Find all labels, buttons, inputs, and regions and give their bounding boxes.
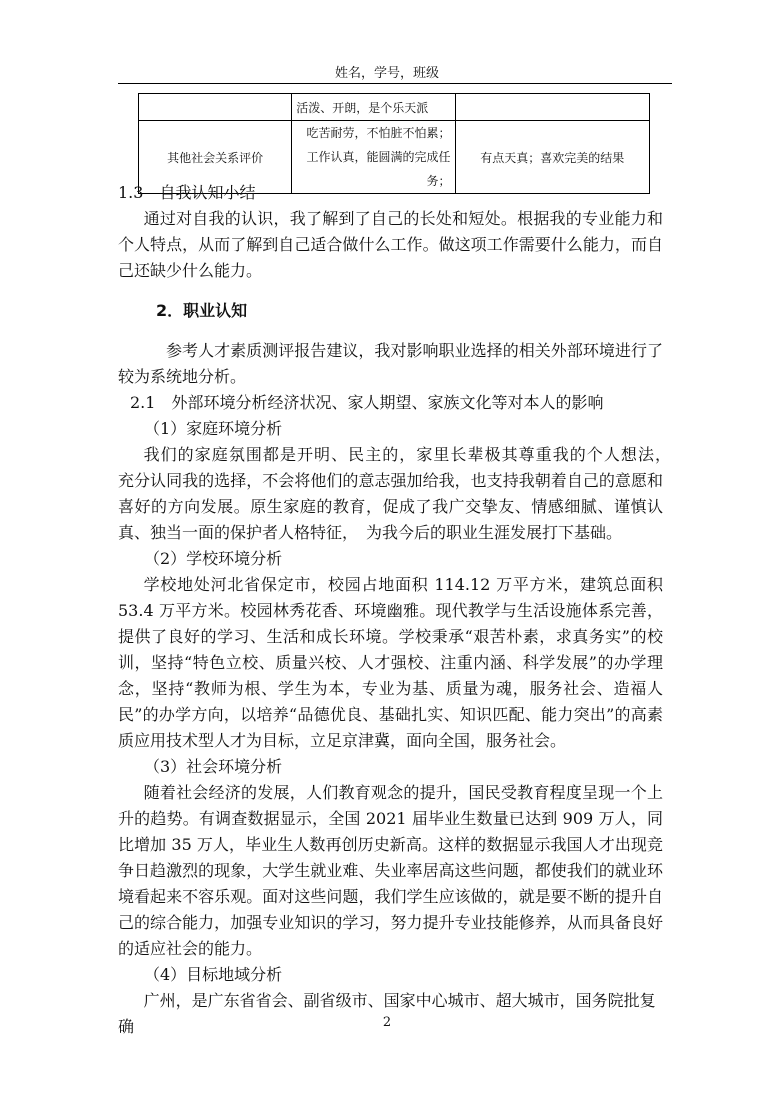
header-rule <box>118 83 672 84</box>
table-cell: 活泼、开朗，是个乐天派 <box>292 94 455 121</box>
paragraph: 随着社会经济的发展，人们教育观念的提升，国民受教育程度呈现一个上升的趋势。有调查数据显示，全国 2021 届毕业生数量已达到 909 万人，同比增加 35 万人，毕业生人数再创历史新高。这样的数据显示我国人才出现竞争日趋激烈的现象，大学生就业难、失业率居高这些问题，都使我们的就业环境看起来不容乐观。面对这些问题，我们学生应该做的，就是要不断的提升自己的综合能力，加强专业知识的学习，努力提升专业技能修养，从而具备良好的适应社会的能力。 <box>118 783 663 958</box>
paragraph: 学校地处河北省保定市，校园占地面积 114.12 万平方米，建筑总面积 53.4 万平方米。校园林秀花香、环境幽雅。现代教学与生活设施体系完善，提供了良好的学习、生活和成长环境。学校秉承“艰苦朴素，求真务实”的校训，坚持“特色立校、质量兴校、人才强校、注重内涵、科学发展”的办学理念，坚持“教师为根、学生为本，专业为基、质量为魂，服务社会、造福人民”的办学方向，以培养“品德优良、基础扎实、知识匹配、能力突出”的高素质应用技术型人才为目标，立足京津冀，面向全国，服务社会。 <box>118 575 663 750</box>
section-heading: 1.3 自我认知小结 <box>118 183 256 202</box>
cell-line: 工作认真，能圆满的完成任务； <box>306 150 451 188</box>
subsection-heading: 2.1 外部环境分析经济状况、家人期望、家族文化等对本人的影响 <box>130 393 604 412</box>
subsection-heading: （2）学校环境分析 <box>144 549 283 568</box>
table-cell <box>139 94 292 121</box>
table-cell: 有点天真；喜欢完美的结果 <box>455 121 649 194</box>
table-cell <box>455 94 649 121</box>
subsection-heading: （3）社会环境分析 <box>144 757 283 776</box>
table-cell-label: 其他社会关系评价 <box>139 121 292 194</box>
paragraph: 参考人才素质测评报告建议，我对影响职业选择的相关外部环境进行了较为系统地分析。 <box>118 341 663 386</box>
document-body <box>118 180 680 1040</box>
evaluation-table <box>138 93 650 194</box>
paragraph: 广州，是广东省省会、副省级市、国家中心城市、超大城市，国务院批复确 <box>118 991 656 1036</box>
paragraph: 通过对自我的认识，我了解到了自己的长处和短处。根据我的专业能力和个人特点，从而了解到自己适合做什么工作。做这项工作需要什么能力，而自己还缺少什么能力。 <box>118 209 663 280</box>
table-row <box>139 94 650 121</box>
section-heading: 2．职业认知 <box>156 301 248 320</box>
subsection-heading: （1）家庭环境分析 <box>144 419 283 438</box>
paragraph: 我们的家庭氛围都是开明、民主的，家里长辈极其尊重我的个人想法， 充分认同我的选择，不会将他们的意志强加给我，也支持我朝着自己的意愿和喜好的方向发展。原生家庭的教育，促成了我广交挚友、情感细腻、谨慎认真、独当一面的保护者人格特征， 为我今后的职业生涯发展打下基础。 <box>118 445 680 542</box>
page-header: 姓名，学号，班级 <box>334 66 439 81</box>
subsection-heading: （4）目标地域分析 <box>144 965 283 984</box>
page-number: 2 <box>382 1015 392 1030</box>
cell-line: 吃苦耐劳，不怕脏不怕累； <box>306 126 451 140</box>
